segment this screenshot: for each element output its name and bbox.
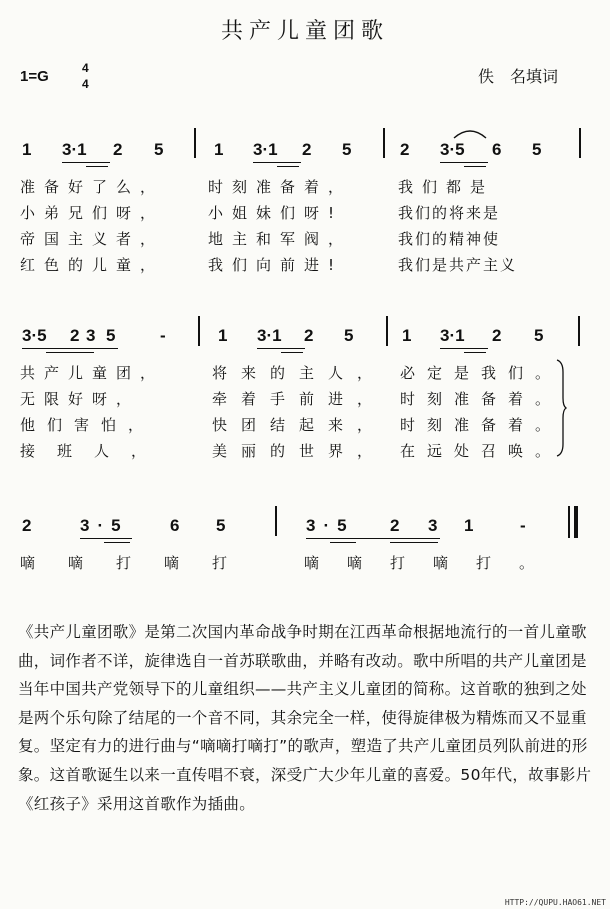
slur-mark bbox=[452, 126, 488, 140]
beam-underline bbox=[464, 166, 486, 167]
bar-line bbox=[198, 316, 200, 346]
lyric-line: 我们向前进! bbox=[208, 256, 344, 274]
lyric-line: 我们都是 bbox=[398, 178, 495, 196]
note: 5 bbox=[532, 140, 542, 159]
note: 1 bbox=[218, 326, 228, 345]
beam-underline bbox=[277, 166, 299, 167]
key-signature: 1=G bbox=[20, 68, 49, 85]
lyric-line: 我们的将来是 bbox=[398, 204, 501, 222]
note: 3·1 bbox=[440, 326, 465, 345]
beam-underline bbox=[62, 162, 110, 163]
bar-line bbox=[275, 506, 277, 536]
note: 5 bbox=[154, 140, 164, 159]
repeat-brace bbox=[555, 358, 567, 458]
note: 3·5 bbox=[306, 516, 355, 535]
lyric-line: 嘀嘀打嘀打。 bbox=[304, 554, 563, 572]
lyric-line: 时刻准备着。 bbox=[400, 416, 563, 434]
lyric-line: 无限好呀， bbox=[20, 390, 141, 408]
lyric-line: 快团结起来， bbox=[212, 416, 387, 434]
lyric-line: 小弟兄们呀， bbox=[20, 204, 165, 222]
note: 3·5 bbox=[22, 326, 47, 345]
description-paragraph: 《共产儿童团歌》是第二次国内革命战争时期在江西革命根据地流行的一首儿童歌曲，词作者不详，旋律选自一首苏联歌曲，并略有改动。歌中所唱的共产儿童团是当年中国共产党领导下的儿童组织——共产主义儿童团的简称。这首歌的独到之处是两个乐句除了结尾的一个音不同，其余完全一样，使得旋律极为精炼而又不显重复。坚定有力的进行曲与“嘀嘀打嘀打”的歌声，塑造了共产儿童团员列队前进的形象。这首歌诞生以来一直传唱不衰，深受广大少年儿童的喜爱。50年代，故事影片《红孩子》采用这首歌作为插曲。 bbox=[18, 623, 592, 813]
meter-bottom: 4 bbox=[82, 77, 89, 91]
note: 1 bbox=[464, 516, 474, 535]
note: 1 bbox=[22, 140, 32, 159]
lyric-line: 共产儿童团， bbox=[20, 364, 165, 382]
note: 1 bbox=[214, 140, 224, 159]
note: 6 bbox=[492, 140, 502, 159]
bar-line bbox=[578, 316, 580, 346]
final-bar-thick bbox=[574, 506, 578, 538]
lyric-line: 时刻准备着， bbox=[208, 178, 353, 196]
lyric-line: 帝国主义者， bbox=[20, 230, 165, 248]
beam-underline bbox=[22, 348, 118, 349]
note: 2 bbox=[70, 326, 80, 345]
beam-underline bbox=[257, 348, 305, 349]
lyric-line: 美丽的世界， bbox=[212, 442, 387, 460]
note: 2 bbox=[113, 140, 123, 159]
note: 2 bbox=[400, 140, 410, 159]
beam-underline bbox=[281, 352, 303, 353]
note: 3·5 bbox=[440, 140, 465, 159]
note: 3·1 bbox=[62, 140, 87, 159]
beam-underline bbox=[86, 166, 108, 167]
bar-line bbox=[194, 128, 196, 158]
note: 5 bbox=[106, 326, 116, 345]
beam-underline bbox=[440, 162, 488, 163]
note: 3·1 bbox=[253, 140, 278, 159]
beam-underline bbox=[104, 542, 130, 543]
lyricist-credit: 佚 名填词 bbox=[478, 67, 559, 86]
note: 1 bbox=[402, 326, 412, 345]
note: 2 bbox=[304, 326, 314, 345]
bar-line bbox=[579, 128, 581, 158]
note: 5 bbox=[342, 140, 352, 159]
lyric-line: 嘀嘀打嘀打 bbox=[20, 554, 261, 572]
lyric-line: 接班人， bbox=[20, 442, 169, 460]
lyric-line: 小姐妹们呀! bbox=[208, 204, 344, 222]
note: 2 bbox=[302, 140, 312, 159]
lyric-line: 地主和军阀， bbox=[208, 230, 353, 248]
lyric-line: 他们害怕， bbox=[20, 416, 156, 434]
note: 2 bbox=[22, 516, 32, 535]
beam-underline bbox=[46, 352, 94, 353]
note: 5 bbox=[534, 326, 544, 345]
note: 5 bbox=[216, 516, 226, 535]
lyric-line: 将来的主人， bbox=[212, 364, 387, 382]
bar-line bbox=[386, 316, 388, 346]
beam-underline bbox=[253, 162, 301, 163]
lyric-line: 我们的精神使 bbox=[398, 230, 501, 248]
note: 3·5 bbox=[80, 516, 129, 535]
note: 2 bbox=[492, 326, 502, 345]
note: - bbox=[160, 326, 166, 345]
lyric-line: 准备好了么， bbox=[20, 178, 165, 196]
lyric-line: 红色的儿童， bbox=[20, 256, 165, 274]
meter-top: 4 bbox=[82, 61, 89, 75]
lyric-line: 在远处召唤。 bbox=[400, 442, 563, 460]
beam-underline bbox=[464, 352, 486, 353]
note: 5 bbox=[344, 326, 354, 345]
note: 6 bbox=[170, 516, 180, 535]
beam-underline bbox=[390, 542, 438, 543]
note: 3 bbox=[86, 326, 96, 345]
lyric-line: 时刻准备着。 bbox=[400, 390, 563, 408]
time-signature bbox=[82, 60, 89, 92]
note: 3·1 bbox=[257, 326, 282, 345]
lyric-line: 必定是我们。 bbox=[400, 364, 563, 382]
note: 3 bbox=[428, 516, 438, 535]
bar-line bbox=[383, 128, 385, 158]
lyric-line: 牵着手前进， bbox=[212, 390, 387, 408]
lyric-line: 我们是共产主义 bbox=[398, 256, 518, 274]
source-watermark: HTTP://QUPU.HAO61.NET bbox=[504, 898, 606, 907]
final-bar-thin bbox=[568, 506, 570, 538]
beam-underline bbox=[80, 538, 132, 539]
beam-underline bbox=[330, 542, 356, 543]
song-title: 共产儿童团歌 bbox=[220, 19, 389, 44]
note: - bbox=[520, 516, 526, 535]
note: 2 bbox=[390, 516, 400, 535]
beam-underline bbox=[306, 538, 440, 539]
beam-underline bbox=[440, 348, 488, 349]
